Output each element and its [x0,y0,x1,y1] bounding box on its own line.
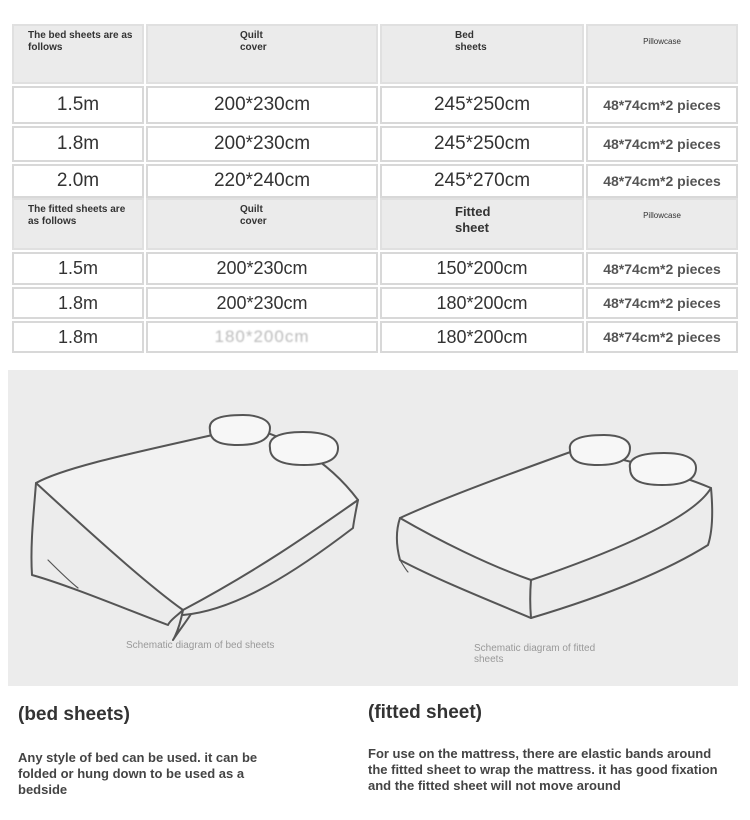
size-cell: 1.8m [12,126,144,162]
header-cell-pillow [586,24,738,84]
quilt-size-cell: 200*230cm [146,86,378,124]
pillow-size-cell: 48*74cm*2 pieces [586,86,738,124]
quilt-cover-header: Quilt cover [240,204,267,227]
pillow-size-cell: 48*74cm*2 pieces [586,321,738,353]
fitted-sheet-header: Fitted sheet [455,204,491,235]
table-row [12,252,738,285]
fitted-sheet-title: (fitted sheet) [368,702,482,723]
pillowcase-header: Pillowcase [643,211,681,220]
header-cell-pillow [586,198,738,250]
sheet-size-cell: 150*200cm [380,252,584,285]
sheet-size-cell: 180*200cm [380,287,584,319]
bed-sheet-header-label: The bed sheets are as follows [28,30,133,53]
bed-sheets-description: Any style of bed can be used. it can be folded or hung down to be used as a bedside [18,750,258,797]
header-cell-sheet [380,198,584,250]
fitted-sheet-header-label: The fitted sheets are as follows [28,204,126,227]
quilt-size-cell: 200*230cm [146,126,378,162]
fitted-sheet-description: For use on the mattress, there are elastic bands around the fitted sheet to wrap the mattress. it has good fixation and the fitted sheet will not move around [368,746,718,793]
table-row [12,164,738,198]
sheet-size-cell: 245*250cm [380,86,584,124]
table-row [12,287,738,319]
blurred-quilt-size: 180*200cm [214,327,310,346]
header-cell-sheet [380,24,584,84]
table-row [12,126,738,162]
pillow-size-cell: 48*74cm*2 pieces [586,287,738,319]
fitted-sheet-diagram-caption: Schematic diagram of fitted sheets [474,643,596,665]
pillow-size-cell: 48*74cm*2 pieces [586,164,738,198]
pillow-size-cell: 48*74cm*2 pieces [586,126,738,162]
fitted-sheet-drawing [397,435,712,618]
flat-bed-sheet-drawing [31,415,358,640]
quilt-size-cell [146,321,378,353]
bed-sheet-diagram-caption: Schematic diagram of bed sheets [126,640,275,651]
size-cell: 1.8m [12,321,144,353]
quilt-size-cell: 220*240cm [146,164,378,198]
header-cell-quilt [146,198,378,250]
bed-sheets-header: Bed sheets [455,30,487,53]
sheet-size-cell: 245*250cm [380,126,584,162]
pillowcase-header: Pillowcase [643,37,681,46]
quilt-size-cell: 200*230cm [146,287,378,319]
quilt-size-cell: 200*230cm [146,252,378,285]
size-cell: 1.8m [12,287,144,319]
bed-sheet-header-row [12,24,738,84]
table-row [12,86,738,124]
size-cell: 1.5m [12,86,144,124]
schematic-diagram-panel [8,370,738,686]
header-cell-label [12,198,144,250]
pillow-size-cell: 48*74cm*2 pieces [586,252,738,285]
header-cell-label [12,24,144,84]
size-cell: 1.5m [12,252,144,285]
sheet-size-cell: 245*270cm [380,164,584,198]
header-cell-quilt [146,24,378,84]
sheet-size-cell: 180*200cm [380,321,584,353]
table-row [12,321,738,353]
fitted-sheet-header-row [12,198,738,250]
bed-sheets-title: (bed sheets) [18,704,130,725]
size-cell: 2.0m [12,164,144,198]
bed-illustrations [8,370,738,686]
quilt-cover-header: Quilt cover [240,30,267,53]
